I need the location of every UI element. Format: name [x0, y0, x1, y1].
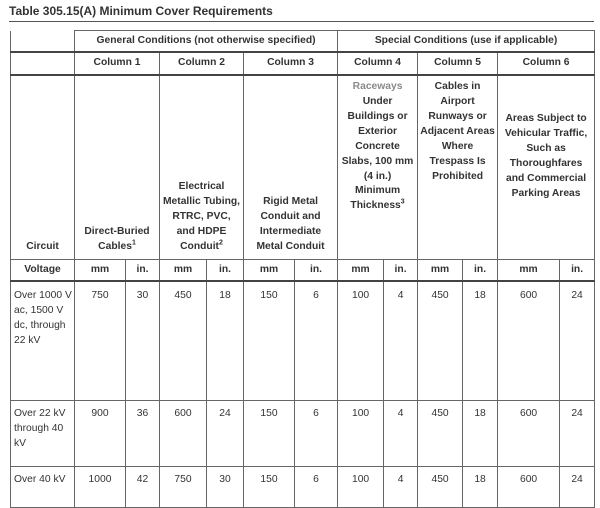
column-1-header: Column 1 — [75, 52, 160, 75]
general-conditions-header: General Conditions (not otherwise specified) — [75, 31, 338, 53]
value-cell: 30 — [126, 281, 160, 401]
table-title: Table 305.15(A) Minimum Cover Requirements — [9, 4, 273, 18]
column-3-description — [244, 75, 338, 260]
value-cell: 750 — [75, 281, 126, 401]
value-cell: 6 — [295, 281, 338, 401]
value-cell: 900 — [75, 401, 126, 467]
column-5-header: Column 5 — [418, 52, 498, 75]
value-cell: 18 — [463, 281, 498, 401]
unit-mm: mm — [244, 260, 295, 282]
unit-in: in. — [384, 260, 418, 282]
value-cell: 24 — [560, 281, 595, 401]
desc-text: Electrical Metallic Tubing, RTRC, PVC, and HDPE Conduit — [162, 181, 241, 253]
value-cell: 450 — [418, 401, 463, 467]
unit-mm: mm — [75, 260, 126, 282]
value-cell: 450 — [160, 281, 207, 401]
value-cell: 4 — [384, 281, 418, 401]
value-cell: 100 — [338, 467, 384, 508]
desc-text: Under Buildings or Exterior Concrete Slabs, 100 mm (4 in.) Minimum Thickness — [341, 95, 414, 212]
table-row — [11, 281, 595, 401]
value-cell: 750 — [160, 467, 207, 508]
unit-mm: mm — [418, 260, 463, 282]
value-cell: 30 — [207, 467, 244, 508]
value-cell: 18 — [463, 467, 498, 508]
value-cell: 4 — [384, 401, 418, 467]
value-cell: 4 — [384, 467, 418, 508]
column-2-description — [160, 75, 244, 260]
column-4-description — [338, 75, 418, 260]
title-rule — [9, 21, 594, 22]
footnote-marker: 2 — [218, 239, 223, 247]
value-cell: 18 — [463, 401, 498, 467]
footnote-marker: 1 — [131, 239, 136, 247]
column-4-header: Column 4 — [338, 52, 418, 75]
desc-text: Direct-Buried Cables — [84, 226, 150, 253]
circuit-label: Circuit — [11, 75, 75, 260]
voltage-cell: Over 40 kV — [11, 467, 75, 508]
unit-in: in. — [126, 260, 160, 282]
corner-cell — [11, 31, 75, 53]
value-cell: 450 — [418, 281, 463, 401]
table-row — [11, 467, 595, 508]
voltage-label: Voltage — [11, 260, 75, 282]
column-3-header: Column 3 — [244, 52, 338, 75]
unit-in: in. — [463, 260, 498, 282]
special-conditions-header: Special Conditions (use if applicable) — [338, 31, 595, 53]
unit-mm: mm — [338, 260, 384, 282]
cover-requirements-table — [10, 30, 595, 508]
value-cell: 450 — [418, 467, 463, 508]
value-cell: 6 — [295, 467, 338, 508]
value-cell: 600 — [498, 281, 560, 401]
value-cell: 1000 — [75, 467, 126, 508]
unit-mm: mm — [160, 260, 207, 282]
value-cell: 6 — [295, 401, 338, 467]
column-6-header: Column 6 — [498, 52, 595, 75]
voltage-cell: Over 22 kV through 40 kV — [11, 401, 75, 467]
unit-in: in. — [295, 260, 338, 282]
unit-in: in. — [207, 260, 244, 282]
value-cell: 100 — [338, 401, 384, 467]
value-cell: 600 — [160, 401, 207, 467]
value-cell: 150 — [244, 281, 295, 401]
value-cell: 24 — [560, 467, 595, 508]
voltage-cell: Over 1000 V ac, 1500 V dc, through 22 kV — [11, 281, 75, 401]
column-1-description — [75, 75, 160, 260]
value-cell: 100 — [338, 281, 384, 401]
value-cell: 36 — [126, 401, 160, 467]
unit-in: in. — [560, 260, 595, 282]
unit-mm: mm — [498, 260, 560, 282]
corner-cell — [11, 52, 75, 75]
value-cell: 18 — [207, 281, 244, 401]
desc-text: Rigid Metal Conduit and Intermediate Metal Conduit — [256, 196, 325, 253]
value-cell: 42 — [126, 467, 160, 508]
value-cell: 24 — [560, 401, 595, 467]
column-2-header: Column 2 — [160, 52, 244, 75]
table-row — [11, 401, 595, 467]
desc-lead: Raceways — [352, 81, 403, 92]
value-cell: 150 — [244, 401, 295, 467]
value-cell: 150 — [244, 467, 295, 508]
desc-text: Areas Subject to Vehicular Traffic, Such as Thoroughfares and Commercial Parking Areas — [504, 113, 588, 199]
desc-text: Cables in Airport Runways or Adjacent Areas Where Trespass Is Prohibited — [420, 81, 495, 182]
column-6-description — [498, 75, 595, 260]
footnote-marker: 3 — [400, 198, 405, 206]
value-cell: 600 — [498, 401, 560, 467]
value-cell: 24 — [207, 401, 244, 467]
value-cell: 600 — [498, 467, 560, 508]
column-5-description — [418, 75, 498, 260]
